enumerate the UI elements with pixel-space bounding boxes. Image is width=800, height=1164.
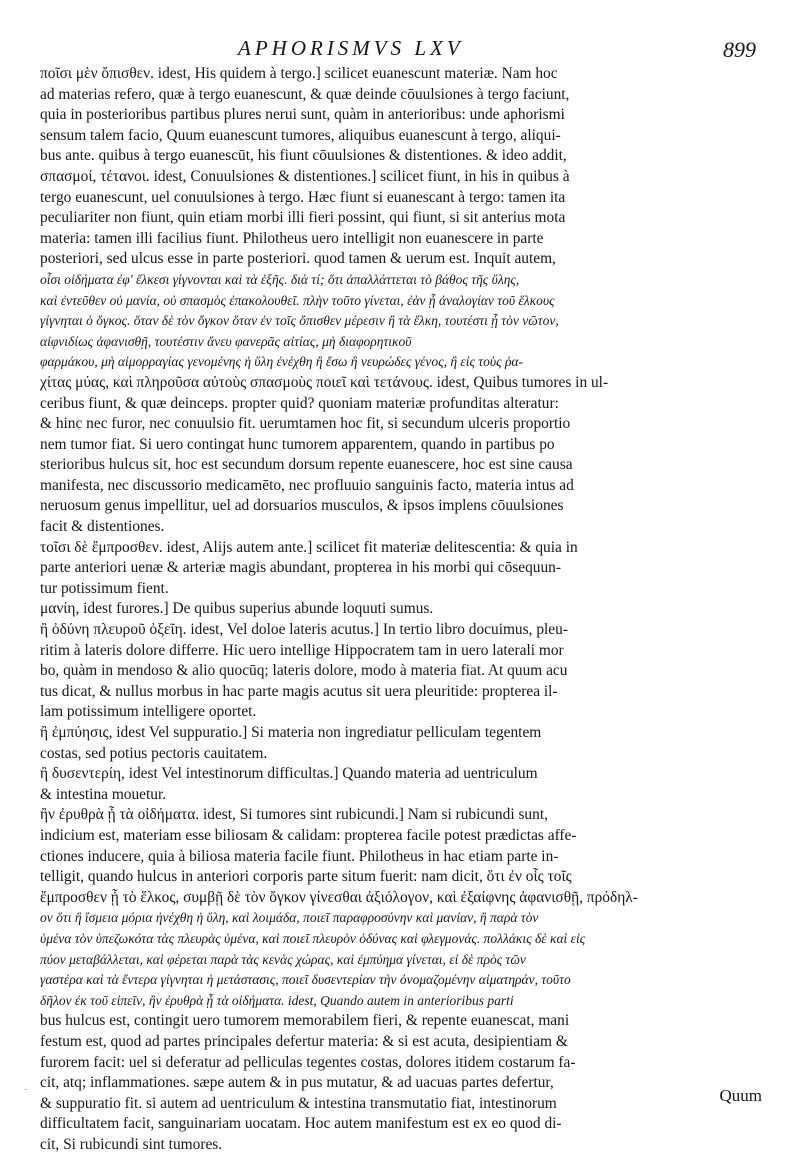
text-line: tus dicat, & nullus morbus in hac parte magis acutus sit uera pleuritide: propterea il- bbox=[40, 682, 558, 700]
text-line: ἢν ἐρυθρὰ ᾖ τὰ οἰδήματα. idest, Si tumores sint rubicundi.] Nam si rubicundi sunt, bbox=[40, 806, 548, 824]
text-line: ctiones inducere, quia à biliosa materia facile fiunt. Philotheus in hac etiam parte in- bbox=[40, 847, 559, 865]
text-line: ritim à lateris dolore differre. Hic uero intellige Hippocratem tam in uero laterali mor bbox=[40, 641, 564, 659]
text-line: σπασμοί, τέτανοι. idest, Conuulsiones & distentiones.] scilicet fiunt, in his in quibus à bbox=[40, 167, 570, 185]
text-line: δῆλον ἐκ τοῦ εἰπεῖν, ἢν ἐρυθρὰ ᾖ τὰ οἰδήματα. idest, Quando autem in anterioribus parti bbox=[40, 992, 514, 1008]
page-number: 899 bbox=[723, 37, 756, 62]
text-line: neruosum genus impellitur, uel ad dorsuarios musculos, & ipsos implens cōuulsiones bbox=[40, 497, 564, 515]
margin-mark: · bbox=[24, 1084, 28, 1096]
text-line: parte anteriori uenæ & arteriæ magis abundant, propterea in his morbi qui cōsequun- bbox=[40, 559, 561, 577]
text-line: cit, atq; inflammationes. sæpe autem & in pus mutatur, & ad uacuas partes defertur, bbox=[40, 1074, 554, 1092]
text-line: sterioribus hulcus sit, hoc est secundum dorsum repente euanescere, hoc est sine causa bbox=[40, 456, 573, 474]
text-line: bus ante. quibus à tergo euanescūt, his fiunt cōuulsiones & distentiones. & ideo addit, bbox=[40, 147, 567, 165]
text-line: facit & distentiones. bbox=[40, 518, 165, 536]
text-line: furorem facit: uel si deferatur ad pelliculas tegentes costas, dolores itidem costarum fa- bbox=[40, 1053, 576, 1071]
text-line: posteriori, sed ulcus esse in parte posteriori. quod tamen & uerum est. Inquit autem, bbox=[40, 250, 556, 268]
text-line: quia in posterioribus partibus plures nerui sunt, quàm in anterioribus: unde aphorismi bbox=[40, 106, 565, 124]
text-line: & intestina mouetur. bbox=[40, 785, 167, 803]
text-line: festum est, quod ad partes principales defertur materia: & si est acuta, desipientiam & bbox=[40, 1032, 568, 1050]
text-line: πύον μεταβάλλεται, καὶ φέρεται παρὰ τὰς κενὰς χώρας, καὶ ἐμπύημα γίνεται, εἰ δὲ πρὸς τῶν bbox=[40, 951, 526, 967]
text-line: materia: tamen illi facilius fiunt. Philotheus uero intelligit non euanescere in parte bbox=[40, 229, 544, 247]
text-line: ποῖσι μὲν ὄπισθεν. idest, His quidem à tergo.] scilicet euanescunt materiæ. Nam hoc bbox=[40, 65, 558, 82]
text-line: ἢ δυσεντερίη, idest Vel intestinorum difficultas.] Quando materia ad uentriculum bbox=[40, 765, 538, 783]
text-line: ἔμπροσθεν ᾖ τὸ ἕλκος, συμβῇ δὲ τὸν ὄγκον γίνεσθαι ἀξιόλογον, καὶ ἐξαίφνης ἀφανισθῇ, πρόδηλ- bbox=[40, 888, 638, 906]
text-line: αἰφνιδίως ἀφανισθῇ, τουτέστιν ἄνευ φανερᾶς αἰτίας, μὴ διαφορητικοῦ bbox=[40, 333, 412, 349]
text-line: costas, sed potius pectoris cauitatem. bbox=[40, 744, 268, 762]
text-line: difficultatem facit, sanguinariam uocatam. Hoc autem manifestum est ex eo quod di- bbox=[40, 1115, 562, 1133]
text-line: sensum talem facio, Quum euanescunt tumores, aliquibus euanescunt à tergo, aliqui- bbox=[40, 126, 561, 144]
text-line: bus hulcus est, contingit uero tumorem memorabilem fieri, & repente euanescat, mani bbox=[40, 1012, 570, 1030]
text-line: τοῖσι δὲ ἔμπροσθεν. idest, Alijs autem ante.] scilicet fit materiæ delitescentia: & quia in bbox=[40, 538, 578, 556]
text-line: γίγνηται ὁ ὄγκος. ὅταν δὲ τὸν ὄγκον ὅταν ἐν τοῖς ὄπισθεν μέρεσιν ἢ τὰ ἕλκη, τουτέστι ᾖ τὸν νῶτον, bbox=[40, 313, 559, 329]
text-line: ad materias refero, quæ à tergo euanescunt, & quæ deinde cōuulsiones à tergo faciunt, bbox=[40, 85, 570, 103]
text-line: ἢ ὀδύνη πλευροῦ ὀξεῖη. idest, Vel doloe lateris acutus.] In tertio libro docuimus, pleu- bbox=[40, 621, 568, 639]
text-line: ceribus fiunt, & quæ deinceps. propter quid? quoniam materiæ profunditas alteratur: bbox=[40, 394, 559, 412]
text-line: & suppuratio fit. si autem ad uentriculum & intestina transmutatio fiat, intestinorum bbox=[40, 1094, 557, 1112]
page-header bbox=[60, 24, 760, 64]
catchword: Quum bbox=[719, 1086, 762, 1105]
text-line: peculiariter non fiunt, quin etiam morbi illi fieri possint, qui fiunt, si sit anterius mota bbox=[40, 209, 566, 227]
text-line: nem tumor fiat. Si uero contingat hunc tumorem apparentem, quando in partibus po bbox=[40, 435, 555, 453]
text-line: φαρμάκου, μὴ αἱμορραγίας γενομένης ἡ ὕλη ἐνέχθη ἢ ἔσω ἢ νευρώδες γένος, ἢ εἰς τοὺς ῥα- bbox=[40, 354, 524, 370]
text-line: καὶ ἐντεῦθεν οὐ μανία, οὐ σπασμὸς ἐπακολουθεῖ. πλὴν τοῦτο γίνεται, ἐὰν ᾖ ἀναλογίαν τοῦ ἕλκους bbox=[40, 292, 555, 308]
text-line: ὑμένα τὸν ὑπεζωκότα τὰς πλευρὰς ὑμένα, καὶ ποιεῖ πλευρὸν ὀδύνας καὶ φλεγμονάς. πολλάκις δὲ καὶ εἰς bbox=[40, 930, 586, 946]
text-line: ον ὅτι ἢ ἴσμεια μόρια ἠνέχθη ἡ ὕλη, καὶ λοιμάδα, ποιεῖ παραφροσύνην καὶ μανίαν, ἢ παρὰ τὸν bbox=[40, 910, 539, 926]
text-line: bo, quàm in mendoso & alio quocūq; lateris dolore, modo à materia fiat. At quum acu bbox=[40, 662, 568, 680]
text-line: manifesta, nec discussorio medicamēto, nec profluuio sanguinis facto, materia intus ad bbox=[40, 476, 574, 494]
text-line: οἷσι οἰδήματα ἐφ' ἕλκεσι γίγνονται καὶ τὰ ἑξῆς. διὰ τί; ὅτι ἀπαλλάττεται τὸ βάθος τῆς ὕλης, bbox=[40, 271, 520, 287]
text-line: tergo euanescunt, uel conuulsiones à tergo. Hæc fiunt si euanescant à tergo: tamen ita bbox=[40, 188, 566, 206]
text-line: cit, Si rubicundi sint tumores. bbox=[40, 1135, 223, 1153]
text-line: tur potissimum fient. bbox=[40, 579, 169, 597]
text-line: ἢ ἐμπύησις, idest Vel suppuratio.] Si materia non ingrediatur pelliculam tegentem bbox=[40, 724, 542, 741]
text-line: χίτας μύας, καὶ πληροῦσα αὐτοὺς σπασμοὺς ποιεῖ καὶ τετάνους. idest, Quibus tumores in ul- bbox=[40, 373, 609, 391]
text-line: & hinc nec furor, nec conuulsio fit. uerumtamen hoc fit, si secundum ulceris proportio bbox=[40, 415, 571, 433]
text-line: μανίη, idest furores.] De quibus superius abunde loquuti sumus. bbox=[40, 600, 434, 618]
running-head: APHORISMVS LXV bbox=[238, 36, 464, 60]
text-line: telligit, quando hulcus in anteriori corporis parte situm fuerit: nam dicit, ὅτι ἐν οἷς τοῖς bbox=[40, 868, 572, 886]
text-line: γαστέρα καὶ τὰ ἔντερα γίγνηται ἡ μετάστασις, ποιεῖ δυσεντερίαν τὴν ὀνομαζομένην αἱματηράν, τοῦτο bbox=[40, 972, 571, 988]
text-line: indicium est, materiam esse biliosam & calidam: propterea facile potest prædictas affe- bbox=[40, 826, 577, 844]
main-text bbox=[40, 64, 770, 1155]
text-line: lam potissimum intelligere oportet. bbox=[40, 703, 257, 721]
